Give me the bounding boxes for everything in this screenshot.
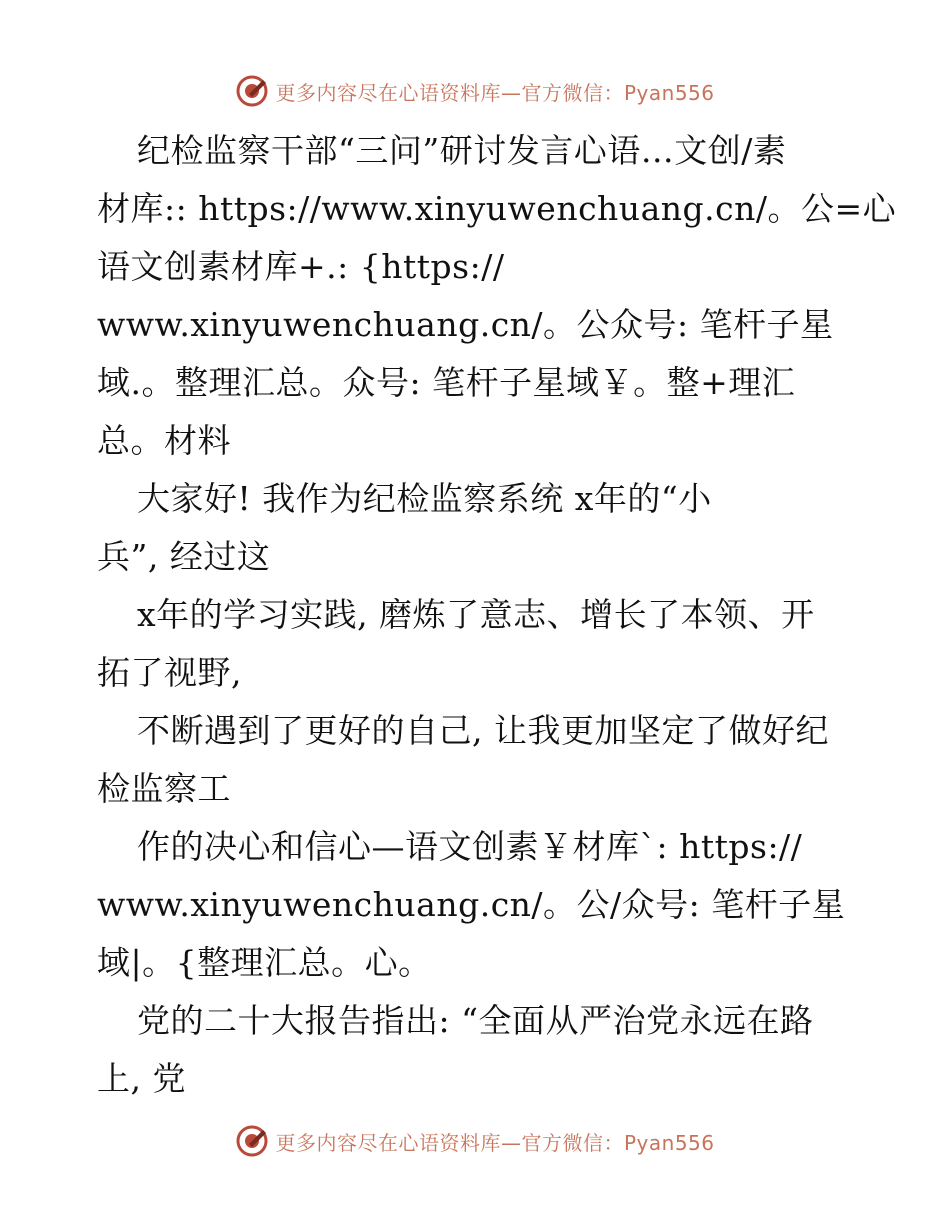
logo-icon bbox=[235, 74, 269, 108]
doc-line: 拓了视野, bbox=[97, 653, 242, 692]
doc-line: www.xinyuwenchuang.cn/。公众号: 笔杆子星 bbox=[97, 305, 834, 344]
footer-banner-text: 更多内容尽在心语资料库—官方微信：Pyan556 bbox=[275, 1130, 715, 1155]
doc-line: 大家好! 我作为纪检监察系统 x年的“小 bbox=[137, 479, 712, 518]
footer-wechat-id: Pyan556 bbox=[623, 1130, 715, 1155]
doc-line: 不断遇到了更好的自己, 让我更加坚定了做好纪 bbox=[137, 711, 829, 750]
doc-line: 域.。整理汇总。众号: 笔杆子星域￥。整+理汇 bbox=[97, 363, 796, 402]
document-body bbox=[97, 122, 897, 1108]
footer-banner bbox=[0, 1121, 950, 1161]
header-banner-text: 更多内容尽在心语资料库—官方微信：Pyan556 bbox=[275, 80, 715, 105]
doc-line: 材库:: https://www.xinyuwenchuang.cn/。公=心 bbox=[97, 189, 897, 228]
doc-line: 兵”, 经过这 bbox=[97, 537, 271, 576]
doc-line: 上, 党 bbox=[97, 1059, 186, 1098]
doc-line: 作的决心和信心—语文创素￥材库`: https:// bbox=[137, 827, 803, 866]
logo-icon bbox=[235, 1124, 269, 1158]
doc-line: 纪检监察干部“三问”研讨发言心语…文创/素 bbox=[137, 131, 787, 170]
header-banner bbox=[0, 71, 950, 111]
doc-line: 总。材料 bbox=[97, 421, 231, 460]
doc-line: 域|。{整理汇总。心。 bbox=[97, 943, 432, 982]
doc-line: www.xinyuwenchuang.cn/。公/众号: 笔杆子星 bbox=[97, 885, 846, 924]
doc-line: 检监察工 bbox=[97, 769, 231, 808]
doc-line: 党的二十大报告指出: “全面从严治党永远在路 bbox=[137, 1001, 814, 1040]
doc-line: 语文创素材库+.: {https:// bbox=[97, 247, 505, 286]
header-wechat-id: Pyan556 bbox=[623, 80, 715, 105]
doc-line: x年的学习实践, 磨炼了意志、增长了本领、开 bbox=[137, 595, 815, 634]
